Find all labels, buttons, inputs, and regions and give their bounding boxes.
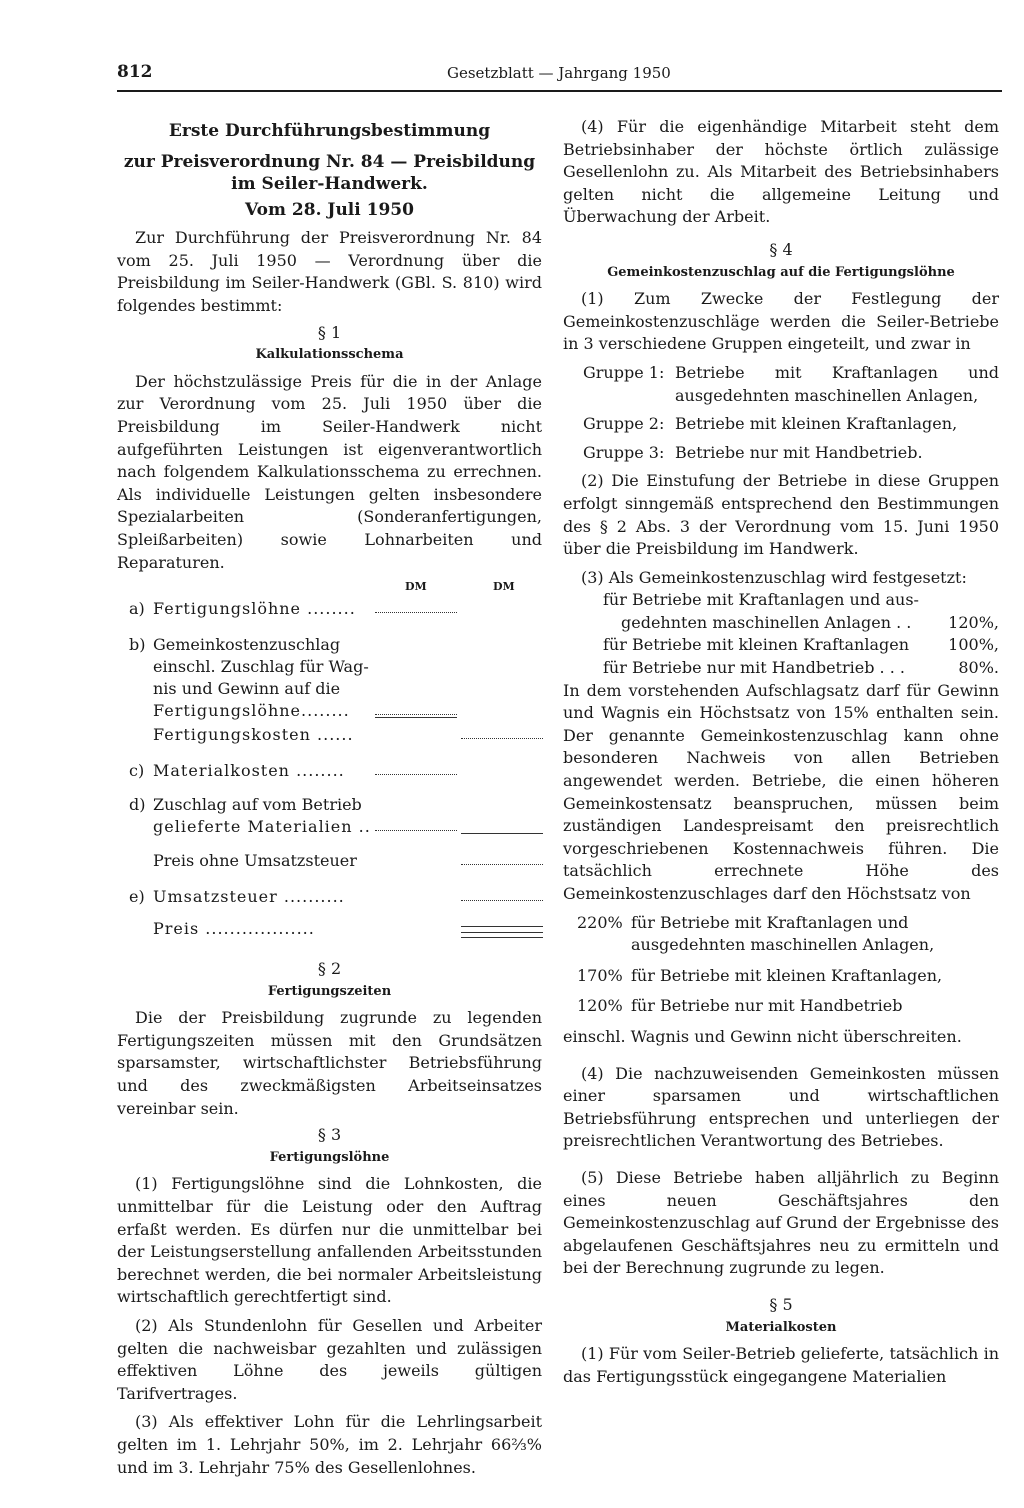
max-rate-2-value: 170%: [577, 965, 623, 985]
intro-paragraph: Zur Durchführung der Preisverordnung Nr. 84 vom 25. Juli 1950 — Verordnung über die Preisbildung im Seiler-Handwerk (GBl. S. 810) wird folgendes bestimmt:: [117, 228, 542, 315]
entry-line: [461, 900, 543, 901]
section-3-number: § 3: [317, 1125, 342, 1145]
group-2-text: Betriebe mit kleinen Kraftanlagen,: [675, 414, 958, 434]
total-double-line: [461, 932, 543, 938]
calc-label-a: a): [129, 599, 145, 619]
max-rate-2-text: für Betriebe mit kleinen Kraftanlagen,: [631, 965, 943, 985]
page-number: 812: [117, 62, 153, 82]
section-4-para-5: (5) Diese Betriebe haben alljährlich zu Beginn eines neuen Geschäftsjahres den Gemeinkostenzuschlag auf Grund der Ergebnisse des abgelaufenen Geschäftsjahres neu zu ermitteln und bei der Berechnung zugrunde zu legen.: [563, 1167, 999, 1278]
section-3-heading: Fertigungslöhne: [269, 1149, 390, 1165]
rate-1-value: 120%,: [948, 612, 999, 632]
calc-text-preis: Preis ..................: [153, 919, 315, 939]
section-4-number: § 4: [769, 239, 793, 259]
rate-1-text-1: für Betriebe mit Kraftanlagen und aus-: [603, 590, 919, 610]
section-1-heading: Kalkulationsschema: [255, 347, 404, 363]
group-2-label: Gruppe 2:: [583, 414, 665, 434]
section-5-number: § 5: [769, 1294, 793, 1314]
max-rate-3-text: für Betriebe nur mit Handbetrieb: [631, 996, 903, 1016]
section-4-para-2: (2) Die Einstufung der Betriebe in diese Gruppen erfolgt sinngemäß entsprechend den Bestimmungen des § 2 Abs. 3 der Verordnung vom 15. Juni 1950 über die Preisbildung im Handwerk.: [563, 471, 999, 559]
section-2-heading: Fertigungszeiten: [267, 983, 392, 999]
entry-line: [461, 738, 543, 739]
max-rate-1-text: für Betriebe mit Kraftanlagen und ausgedehnten maschinellen Anlagen,: [631, 912, 935, 955]
calc-text-e: Umsatzsteuer ..........: [153, 887, 345, 907]
group-2: [583, 413, 999, 436]
section-3-para-1: (1) Fertigungslöhne sind die Lohnkosten, die unmittelbar für die Leistung oder den Auftrag erfaßt werden. Es dürfen nur die unmittelbar bei der Leistungserstellung anfallenden Arbeitsstunden berechnet werden, die bei normaler Arbeitsleistung wirtschaftlich gerechtfertigt sind.: [117, 1174, 542, 1307]
max-rate-3-value: 120%: [577, 996, 623, 1016]
entry-line: [375, 774, 457, 775]
section-4-heading: Gemeinkostenzuschlag auf die Fertigungslöhne: [607, 264, 955, 280]
group-1-label: Gruppe 1:: [583, 362, 665, 382]
document-date: Vom 28. Juli 1950: [245, 199, 414, 220]
section-1-number: § 1: [317, 322, 342, 342]
subtotal-line: [461, 833, 543, 834]
section-2-number: § 2: [317, 959, 342, 979]
currency-header-row: [117, 574, 542, 594]
calc-label-c: c): [129, 761, 145, 781]
entry-line: [461, 864, 543, 865]
calc-text-a: Fertigungslöhne ........: [153, 599, 356, 619]
calc-text-fertigungskosten: Fertigungskosten ......: [153, 725, 354, 745]
group-3-label: Gruppe 3:: [583, 442, 665, 462]
calc-text-d-2: gelieferte Materialien ..: [153, 817, 371, 837]
section-5-para-1: (1) Für vom Seiler-Betrieb gelieferte, tatsächlich in das Fertigungsstück eingegangene Materialien: [563, 1344, 999, 1386]
calc-text-preis-ohne-umsatzsteuer: Preis ohne Umsatzsteuer: [153, 851, 357, 871]
max-rate-1-value: 220%: [577, 912, 623, 932]
rate-3-text: für Betriebe nur mit Handbetrieb . . .: [603, 658, 905, 678]
rate-row-2: [603, 634, 999, 657]
document-subtitle: zur Preisverordnung Nr. 84 — Preisbildung im Seiler-Handwerk.: [123, 151, 536, 194]
page-header: [117, 60, 1002, 92]
section-4-para-4: (4) Die nachzuweisenden Gemeinkosten müssen einer sparsamen und wirtschaftlichen Betriebsführung entsprechen und unterliegen der preisrechtlichen Verantwortung des Betriebes.: [563, 1063, 999, 1151]
group-1-text: Betriebe mit Kraftanlagen und ausgedehnten maschinellen Anlagen,: [675, 362, 999, 405]
sum-line: [461, 926, 543, 927]
section-3-para-2: (2) Als Stundenlohn für Gesellen und Arbeiter gelten die nachweisbar gezahlten und zulässigen effektiven Löhne des jeweils gültigen Tarifvertrages.: [117, 1316, 542, 1403]
rate-1-text-2: gedehnten maschinellen Anlagen . .: [621, 612, 912, 632]
calculation-scheme: [117, 594, 542, 954]
rate-row-1a: [603, 589, 999, 612]
section-3-para-4: (4) Für die eigenhändige Mitarbeit steht dem Betriebsinhaber der höchste örtlich zulässige Gesellenlohn zu. Als Mitarbeit des Betriebsinhabers gelten nicht die allgemeine Leitung und Überwachung der Arbeit.: [563, 117, 999, 227]
document-title: Erste Durchführungsbestimmung: [168, 121, 491, 141]
subtotal-line: [375, 717, 457, 718]
calc-text-b-2: einschl. Zuschlag für Wag-: [153, 657, 369, 677]
currency-label-2: DM: [493, 580, 515, 594]
section-1-text: Der höchstzulässige Preis für die in der Anlage zur Verordnung vom 25. Juli 1950 über die Preisbildung im Seiler-Handwerk nicht aufgeführten Leistungen ist eigenverantwortlich nach folgendem Kalkulationsschema zu errechnen. Als individuelle Leistungen gelten insbesondere Spezialarbeiten (Sonderanfertigungen, Spleißarbeiten) sowie Lohnarbeiten und Reparaturen.: [117, 371, 542, 572]
max-rate-2: [577, 965, 999, 988]
calc-text-b-1: Gemeinkostenzuschlag: [153, 635, 341, 655]
group-3-text: Betriebe nur mit Handbetrieb.: [675, 442, 923, 462]
calc-text-b-3: nis und Gewinn auf die: [153, 679, 341, 699]
group-list: [583, 362, 999, 464]
rate-3-value: 80%.: [958, 658, 999, 678]
group-3: [583, 442, 999, 465]
section-4-para-3b: In dem vorstehenden Aufschlagsatz darf für Gewinn und Wagnis ein Höchstsatz von 15% enthalten sein. Der genannte Gemeinkostenzuschlag kann ohne besonderen Nachweis von allen Betrieben angewendet werden. Betriebe, die einen höheren Gemeinkostensatz beanspruchen, müssen beim zuständigen Landespreisamt den preisrechtlich vorgeschriebenen Kostennachweis führen. Die tatsächlich errechnete Höhe des Gemeinkostenzuschlages darf den Höchstsatz von: [563, 680, 999, 903]
section-2-text: Die der Preisbildung zugrunde zu legenden Fertigungszeiten müssen mit den Grundsätzen sparsamster, wirtschaftlichster Betriebsführung und des zweckmäßigsten Arbeitseinsatzes vereinbar sein.: [117, 1008, 542, 1118]
max-rate-1: [577, 912, 999, 957]
rate-2-text: für Betriebe mit kleinen Kraftanlagen: [603, 635, 910, 655]
journal-title: Gesetzblatt — Jahrgang 1950: [447, 64, 671, 82]
section-4-para-3c: einschl. Wagnis und Gewinn nicht überschreiten.: [563, 1026, 962, 1046]
right-column: [563, 116, 999, 1388]
max-rate-3: [577, 995, 999, 1018]
section-3-para-3: (3) Als effektiver Lohn für die Lehrlingsarbeit gelten im 1. Lehrjahr 50%, im 2. Lehrjahr 66⅔% und im 3. Lehrjahr 75% des Gesellenlohnes.: [117, 1412, 542, 1477]
section-5-heading: Materialkosten: [725, 1319, 837, 1335]
entry-line: [375, 830, 457, 831]
left-column: [117, 116, 542, 1479]
rate-row-1b: [621, 612, 999, 635]
calc-text-d-1: Zuschlag auf vom Betrieb: [153, 795, 362, 815]
calc-label-b: b): [129, 635, 146, 655]
currency-label-1: DM: [405, 580, 427, 594]
calc-text-c: Materialkosten ........: [153, 761, 345, 781]
section-4-para-1: (1) Zum Zwecke der Festlegung der Gemeinkostenzuschläge werden die Seiler-Betriebe in 3 verschiedene Gruppen eingeteilt, und zwar in: [563, 289, 999, 354]
rate-2-value: 100%,: [948, 635, 999, 655]
calc-text-b-4: Fertigungslöhne........: [153, 701, 350, 721]
calc-label-e: e): [129, 887, 145, 907]
section-4-para-3: (3) Als Gemeinkostenzuschlag wird festgesetzt:: [581, 567, 967, 587]
entry-line: [375, 714, 457, 715]
rate-row-3: [603, 657, 999, 680]
entry-line: [375, 612, 457, 613]
group-1: [583, 362, 999, 407]
calc-label-d: d): [129, 795, 146, 815]
